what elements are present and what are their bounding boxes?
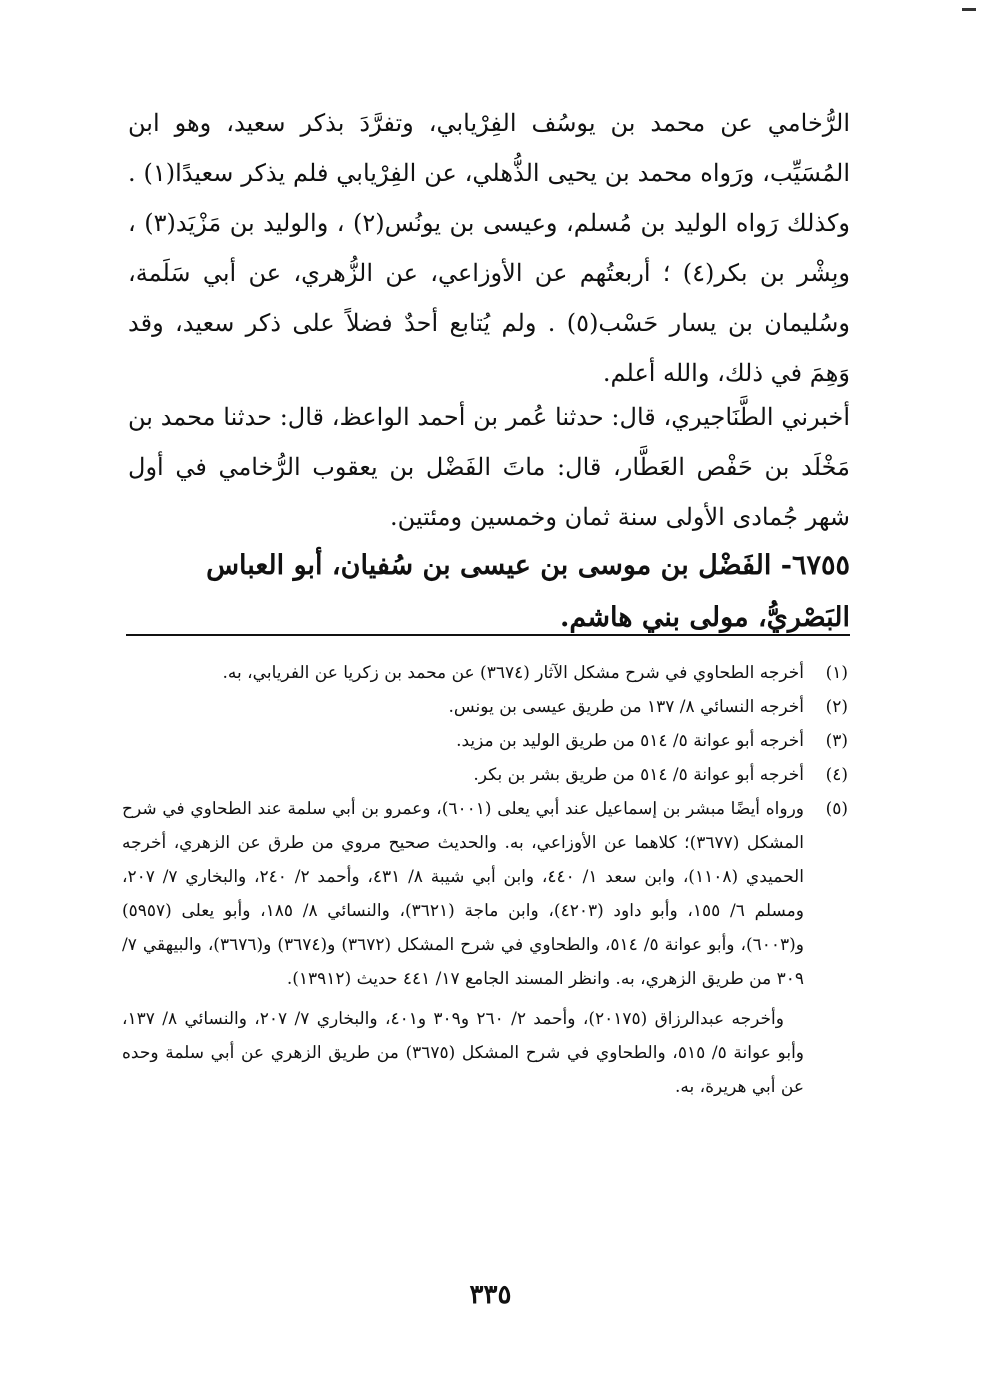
page-number: ٣٣٥ <box>469 1280 512 1310</box>
footnote-5 <box>122 792 848 996</box>
footnote-text: أخرجه أبو عوانة ٥/ ٥١٤ من طريق الوليد بن مزيد. <box>456 731 804 751</box>
footnote-separator <box>126 634 850 636</box>
footnote-3 <box>122 724 848 758</box>
footnote-number: (٣) <box>825 731 848 751</box>
footnote-number: (٤) <box>825 765 848 785</box>
footnote-text: ورواه أيضًا مبشر بن إسماعيل عند أبي يعلى (٦٠٠١)، وعمرو بن أبي سلمة عند الطحاوي في شرح المشكل (٣٦٧٧)؛ كلاهما عن الأوزاعي، به. والحديث صحيح مروي من طرق عن الزهري، أخرجه الحميدي (١١٠٨)، وابن سعد ١/ ٤٤٠، وابن أبي شيبة ٨/ ٤٣١، وأحمد ٢/ ٢٤٠، والبخاري ٧/ ٢٠٧، ومسلم ٦/ ١٥٥، وأبو داود (٤٢٠٣)، وابن ماجة (٣٦٢١)، والنسائي ٨/ ١٨٥، وأبو يعلى (٥٩٥٧) و(٦٠٠٣)، وأبو عوانة ٥/ ٥١٤، والطحاوي في شرح المشكل (٣٦٧٢) و(٣٦٧٤) و(٣٦٧٦)، والبيهقي ٧/ ٣٠٩ من طريق الزهري، به. وانظر المسند الجامع ١٧/ ٤٤١ حديث (١٣٩١٢). <box>122 799 804 989</box>
entry-heading: ٦٧٥٥- الفَضْل بن موسى بن عيسى بن سُفيان، أبو العباس البَصْريُّ، مولى بني هاشم. <box>206 550 850 633</box>
body-paragraph-2: أخبرني الطَّنَاجيري، قال: حدثنا عُمر بن أحمد الواعظ، قال: حدثنا محمد بن مَخْلَد بن حَفْص العَطَّار، قال: ماتَ الفَضْل بن يعقوب الرُّخامي في أول شهر جُمادى الأولى سنة ثمان وخمسين ومئتين. <box>128 403 851 531</box>
footnote-text: أخرجه النسائي ٨/ ١٣٧ من طريق عيسى بن يونس. <box>448 697 804 717</box>
footnotes <box>122 656 848 1104</box>
footnote-1 <box>122 656 848 690</box>
footnote-4 <box>122 758 848 792</box>
scan-corner-mark <box>962 8 976 11</box>
footnote-text: أخرجه الطحاوي في شرح مشكل الآثار (٣٦٧٤) عن محمد بن زكريا عن الفريابي، به. <box>222 663 804 683</box>
footnote-2 <box>122 690 848 724</box>
footnote-continuation: وأخرجه عبدالرزاق (٢٠١٧٥)، وأحمد ٢/ ٢٦٠ و٣٠٩ و٤٠١، والبخاري ٧/ ٢٠٧، والنسائي ٨/ ١٣٧، وأبو عوانة ٥/ ٥١٥، والطحاوي في شرح المشكل (٣٦٧٥) من طريق الزهري عن أبي سلمة وحده عن أبي هريرة، به. <box>122 1009 805 1097</box>
footnote-text: أخرجه أبو عوانة ٥/ ٥١٤ من طريق بشر بن بكر. <box>473 765 804 785</box>
footnote-number: (٥) <box>825 799 848 819</box>
body-paragraph-1: الرُّخامي عن محمد بن يوسُف الفِرْيابي، وتفرَّدَ بذكر سعيد، وهو ابن المُسَيِّب، ورَواه محمد بن يحيى الذُّهلي، عن الفِرْيابي فلم يذكر سعيدًا(١) . وكذلك رَواه الوليد بن مُسلم، وعيسى بن يونُس(٢) ، والوليد بن مَزْيَد(٣) ، وبِشْر بن بكر(٤) ؛ أربعتُهم عن الأوزاعي، عن الزُّهري، عن أبي سَلَمة، وسُليمان بن يسار حَسْب(٥) . ولم يُتابع أحدٌ فضلاً على ذكر سعيد، وقد وَهِمَ في ذلك، والله أعلم. <box>128 109 851 387</box>
footnote-number: (١) <box>825 663 848 683</box>
footnote-number: (٢) <box>825 697 848 717</box>
